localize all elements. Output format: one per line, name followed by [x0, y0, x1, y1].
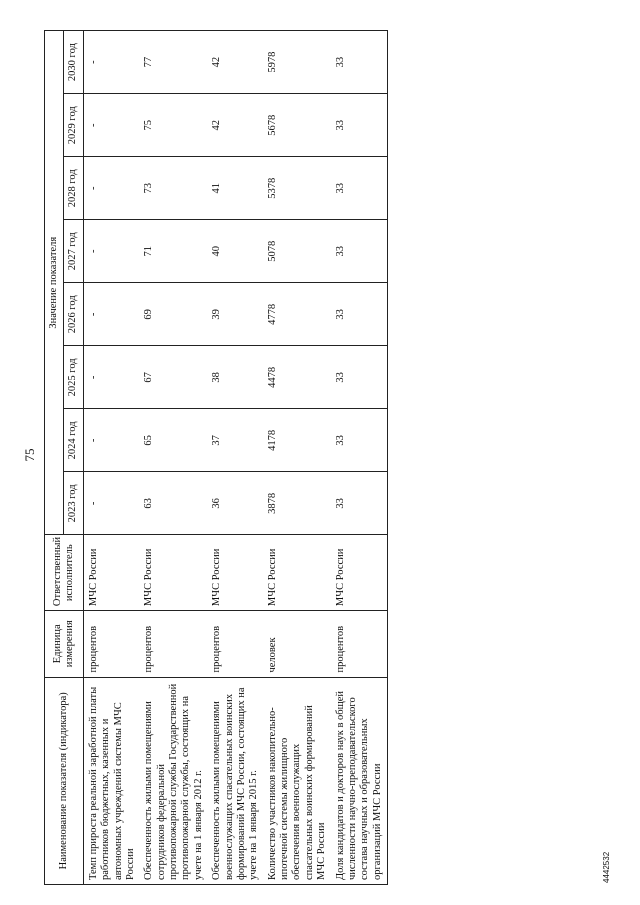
table-row [140, 31, 208, 885]
header-year: 2030 год [64, 31, 83, 94]
indicator-value: 33 [332, 346, 388, 409]
indicator-value: 67 [140, 346, 208, 409]
indicator-value: 39 [208, 283, 264, 346]
table-row [264, 31, 332, 885]
indicator-value: - [83, 409, 140, 472]
header-year: 2028 год [64, 157, 83, 220]
header-year: 2026 год [64, 283, 83, 346]
indicator-value: 33 [332, 472, 388, 535]
header-year: 2029 год [64, 94, 83, 157]
indicator-value: 40 [208, 220, 264, 283]
indicator-value: - [83, 472, 140, 535]
header-name: Наименование показателя (индикатора) [45, 677, 84, 884]
indicator-value: - [83, 220, 140, 283]
indicator-unit: процентов [332, 611, 388, 677]
header-responsible: Ответственный исполнитель [45, 535, 84, 611]
indicator-value: - [83, 157, 140, 220]
indicator-responsible: МЧС России [208, 535, 264, 611]
header-values-group: Значение показателя [45, 31, 64, 535]
indicator-value: 4478 [264, 346, 332, 409]
indicator-value: 65 [140, 409, 208, 472]
indicator-value: 5078 [264, 220, 332, 283]
indicator-name: Темп прироста реальной заработной платы работников бюджетных, казенных и автономных учреждений системы МЧС России [83, 677, 140, 884]
table-row [208, 31, 264, 885]
indicator-value: 73 [140, 157, 208, 220]
header-year: 2024 год [64, 409, 83, 472]
indicator-name: Количество участников накопительно-ипотечной системы жилищного обеспечения военнослужащих спасательных воинских формирований МЧС России [264, 677, 332, 884]
indicator-responsible: МЧС России [140, 535, 208, 611]
indicator-unit: человек [264, 611, 332, 677]
indicator-responsible: МЧС России [332, 535, 388, 611]
indicator-value: 33 [332, 220, 388, 283]
indicator-value: 5378 [264, 157, 332, 220]
indicator-value: 4178 [264, 409, 332, 472]
indicator-value: - [83, 346, 140, 409]
indicator-value: 42 [208, 94, 264, 157]
indicator-value: 33 [332, 31, 388, 94]
indicator-unit: процентов [83, 611, 140, 677]
indicator-value: 36 [208, 472, 264, 535]
table-row [83, 31, 140, 885]
indicator-value: 5978 [264, 31, 332, 94]
indicators-table [44, 30, 388, 885]
header-year: 2027 год [64, 220, 83, 283]
indicator-value: 41 [208, 157, 264, 220]
indicator-value: 75 [140, 94, 208, 157]
indicator-value: 33 [332, 94, 388, 157]
indicator-responsible: МЧС России [83, 535, 140, 611]
page-number: 75 [22, 448, 37, 462]
indicator-value: 4778 [264, 283, 332, 346]
indicator-name: Обеспеченность жилыми помещениями военнослужащих спасательных воинских формирований МЧС России, состоящих на учете на 1 января 2015 г. [208, 677, 264, 884]
indicator-value: 71 [140, 220, 208, 283]
table-row [332, 31, 388, 885]
indicator-value: 63 [140, 472, 208, 535]
indicator-value: 33 [332, 157, 388, 220]
indicator-value: 33 [332, 283, 388, 346]
indicator-value: 38 [208, 346, 264, 409]
indicator-value: 3878 [264, 472, 332, 535]
indicator-responsible: МЧС России [264, 535, 332, 611]
indicator-value: - [83, 283, 140, 346]
indicator-value: 69 [140, 283, 208, 346]
indicator-value: 33 [332, 409, 388, 472]
indicator-value: - [83, 94, 140, 157]
header-year: 2025 год [64, 346, 83, 409]
header-unit: Единица измерения [45, 611, 84, 677]
indicator-name: Доля кандидатов и докторов наук в общей численности научно-преподавательского состава научных и образовательных организаций МЧС России [332, 677, 388, 884]
indicator-value: 42 [208, 31, 264, 94]
header-year: 2023 год [64, 472, 83, 535]
indicator-unit: процентов [208, 611, 264, 677]
indicator-value: - [83, 31, 140, 94]
rotated-page [20, 25, 620, 885]
indicator-value: 37 [208, 409, 264, 472]
indicator-value: 77 [140, 31, 208, 94]
document-code: 4442532 [602, 851, 611, 883]
indicator-unit: процентов [140, 611, 208, 677]
indicator-name: Обеспеченность жилыми помещениями сотрудников федеральной противопожарной службы Государственной противопожарной службы, состоящих на учете на 1 января 2012 г. [140, 677, 208, 884]
indicator-value: 5678 [264, 94, 332, 157]
